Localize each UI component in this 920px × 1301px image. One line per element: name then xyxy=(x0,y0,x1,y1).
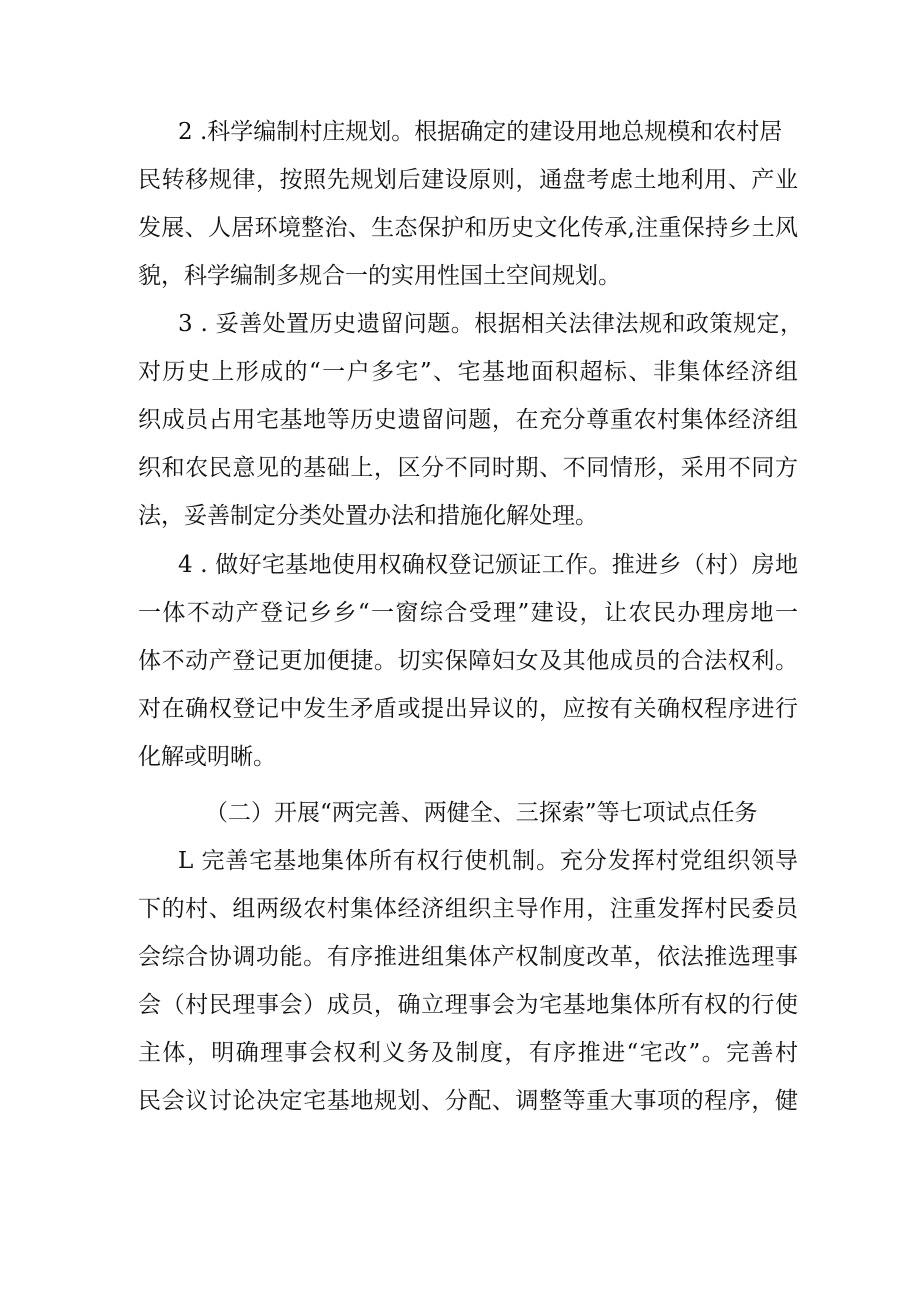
section-heading: （二）开展“两完善、两健全、三探索”等七项试点任务 xyxy=(205,800,758,826)
text-line: 民转移规律，按照先规划后建设原则，通盘考虑土地利用、产业 xyxy=(138,167,798,193)
text-line: 化解或明晰。 xyxy=(138,744,276,770)
text-line: 4 . 做好宅基地使用权确权登记颁证工作。推进乡（村）房地 xyxy=(178,552,798,578)
text-line: 会综合协调功能。有序推进组集体产权制度改革，依法推选理事 xyxy=(138,944,798,970)
text-line: 3 . 妥善处置历史遗留问题。根据相关法律法规和政策规定， xyxy=(178,311,803,337)
text-line: 民会议讨论决定宅基地规划、分配、调整等重大事项的程序，健 xyxy=(138,1088,798,1114)
text-line: 会（村民理事会）成员，确立理事会为宅基地集体所有权的行使 xyxy=(138,992,798,1018)
text-line: 织成员占用宅基地等历史遗留问题，在充分尊重农村集体经济组 xyxy=(138,407,798,433)
text-line: 发展、人居环境整治、生态保护和历史文化传承,注重保持乡土风 xyxy=(138,215,798,241)
text-line: 体不动产登记更加便捷。切实保障妇女及其他成员的合法权利。 xyxy=(138,648,798,674)
text-line: 织和农民意见的基础上，区分不同时期、不同情形，采用不同方 xyxy=(138,455,798,481)
text-line: 对在确权登记中发生矛盾或提出异议的，应按有关确权程序进行 xyxy=(138,696,798,722)
text-line: 貌，科学编制多规合一的实用性国土空间规划。 xyxy=(138,263,621,289)
text-line: 一体不动产登记乡乡“一窗综合受理”建设，让农民办理房地一 xyxy=(138,600,798,626)
text-line: 2 .科学编制村庄规划。根据确定的建设用地总规模和农村居 xyxy=(178,119,783,145)
text-line: 主体，明确理事会权利义务及制度，有序推进“宅改”。完善村 xyxy=(138,1040,798,1066)
text-line: 法，妥善制定分类处置办法和措施化解处理。 xyxy=(138,503,598,529)
text-line: L 完善宅基地集体所有权行使机制。充分发挥村党组织领导 xyxy=(178,848,798,874)
text-line: 对历史上形成的“一户多宅”、宅基地面积超标、非集体经济组 xyxy=(138,359,798,385)
text-line: 下的村、组两级农村集体经济组织主导作用，注重发挥村民委员 xyxy=(138,896,798,922)
